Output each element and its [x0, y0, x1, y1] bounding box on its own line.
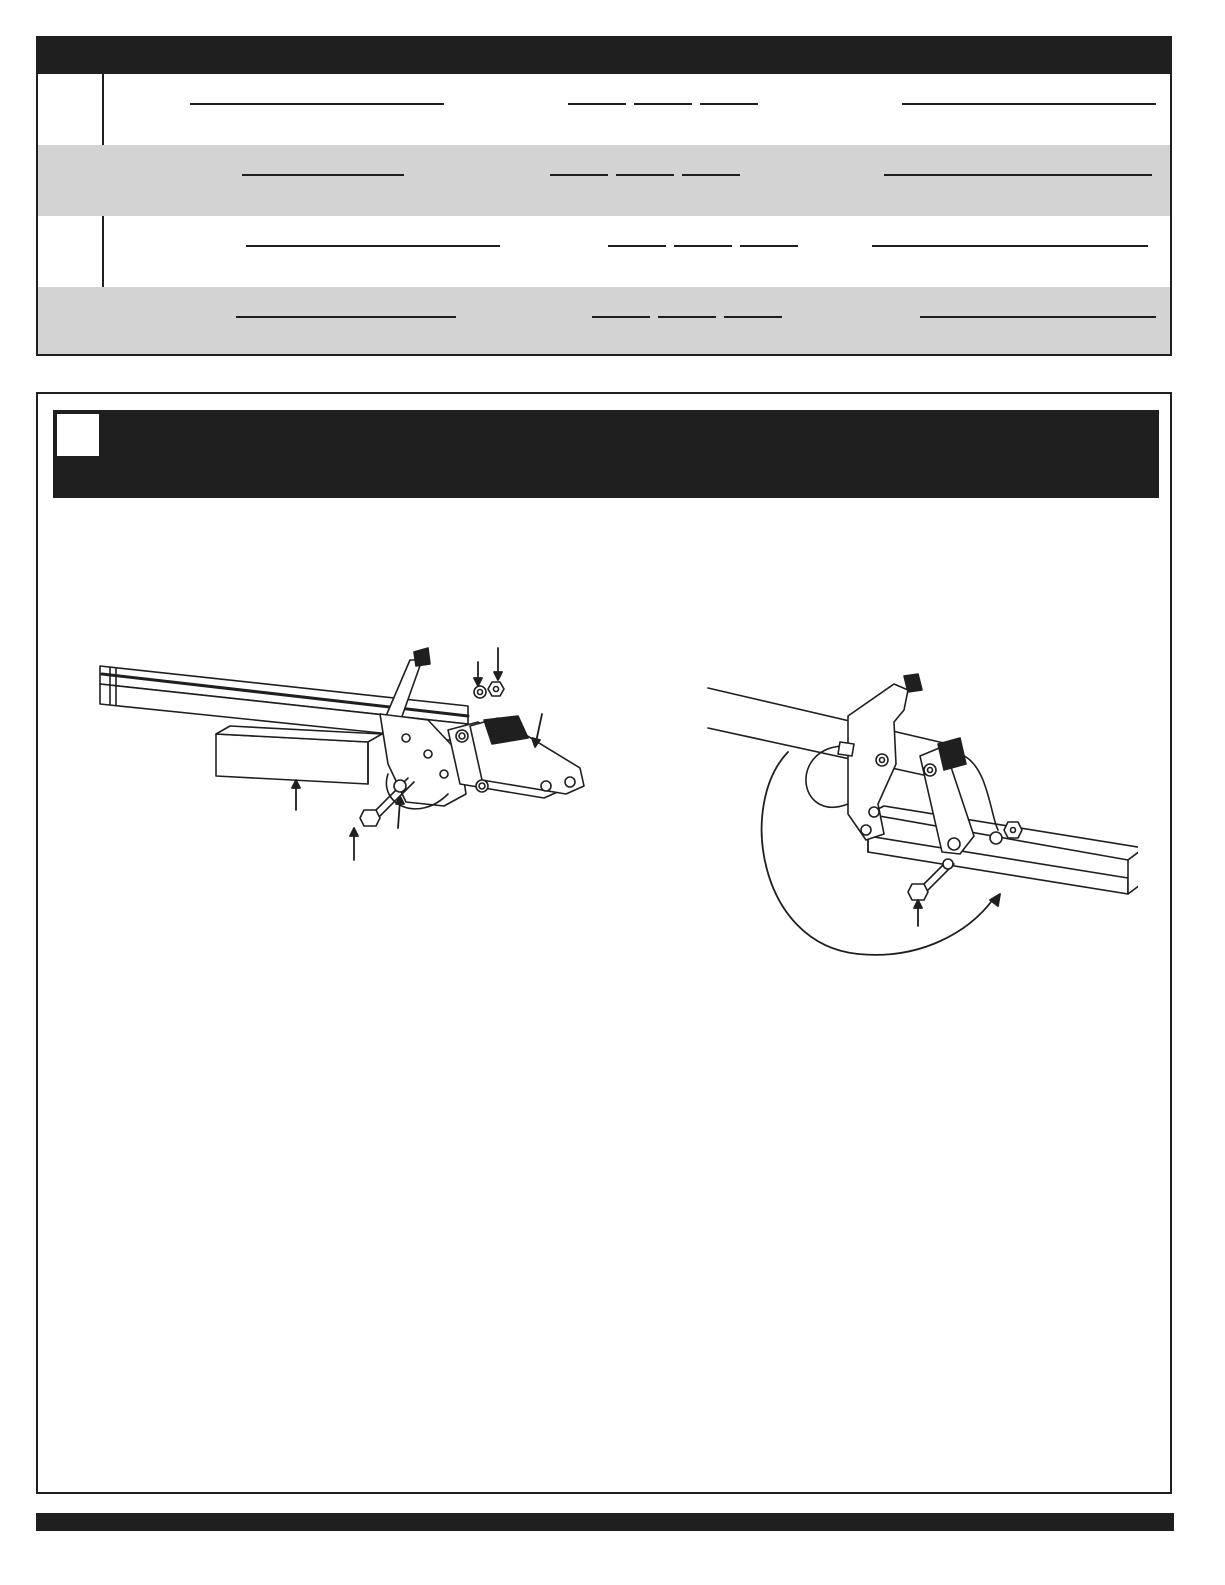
date-field-month-line[interactable]	[592, 316, 650, 318]
signature-field-line[interactable]	[872, 245, 1148, 247]
row-number-cell	[38, 287, 104, 354]
signature-field-line[interactable]	[884, 174, 1152, 176]
hex-bolt	[908, 859, 954, 900]
date-field-day-line[interactable]	[634, 103, 692, 105]
date-field-year-line[interactable]	[724, 316, 782, 318]
form-row-2	[104, 145, 1170, 216]
step-number-box	[57, 414, 99, 456]
signature-field-line[interactable]	[902, 103, 1156, 105]
side-bracket	[920, 738, 998, 854]
name-field-line[interactable]	[190, 103, 444, 105]
hitch-assembly-rotated-figure	[698, 664, 1138, 974]
date-field-year-line[interactable]	[740, 245, 798, 247]
date-field-year-line[interactable]	[682, 174, 740, 176]
form-header-bar	[38, 38, 1170, 74]
form-row-1	[104, 74, 1170, 145]
side-brackets	[448, 716, 584, 798]
signature-field-line[interactable]	[920, 316, 1156, 318]
hitch-assembly-exploded-figure	[88, 634, 628, 874]
footer-bar	[36, 1513, 1174, 1531]
name-field-line[interactable]	[242, 174, 404, 176]
date-field-year-line[interactable]	[700, 103, 758, 105]
step-banner	[53, 410, 1159, 498]
name-field-line[interactable]	[236, 316, 456, 318]
callout-arrow	[914, 900, 922, 926]
date-field-day-line[interactable]	[616, 174, 674, 176]
date-field-month-line[interactable]	[568, 103, 626, 105]
date-field-day-line[interactable]	[658, 316, 716, 318]
parts-form-table	[36, 36, 1172, 356]
form-header-text	[38, 47, 50, 64]
step-section	[36, 392, 1172, 1494]
name-field-line[interactable]	[246, 245, 500, 247]
row-number-cell	[38, 145, 104, 216]
upper-square-tube	[708, 688, 948, 776]
lower-square-tube	[868, 806, 1138, 894]
date-field-month-line[interactable]	[550, 174, 608, 176]
form-row-4	[104, 287, 1170, 354]
lower-square-tube	[216, 726, 382, 784]
date-field-month-line[interactable]	[608, 245, 666, 247]
date-field-day-line[interactable]	[674, 245, 732, 247]
form-row-3	[104, 216, 1170, 287]
